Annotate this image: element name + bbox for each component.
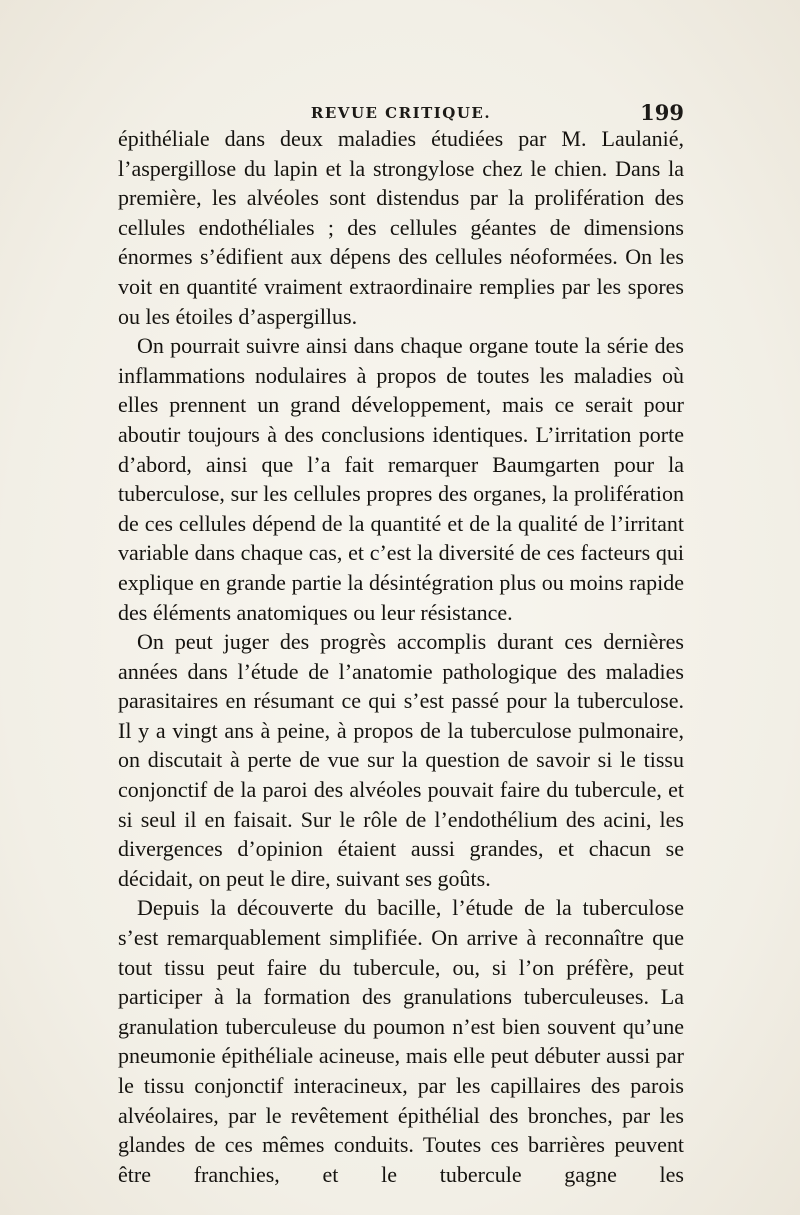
page-number: 199 bbox=[640, 100, 684, 125]
paragraph: On pourrait suivre ainsi dans chaque organe toute la série des inflammations nodulaires à propos de toutes les maladies où elles prennent un grand développement, mais ce serait pour aboutir toujours à des conclusions identiques. L’irritation porte d’abord, ainsi que l’a fait remarquer Baumgarten pour la tuberculose, sur les cellules propres des organes, la prolifération de ces cellules dépend de la quantité et de la qualité de l’irritant variable dans chaque cas, et c’est la diversité de ces facteurs qui explique en grande partie la désintégration plus ou moins rapide des éléments anatomiques ou leur résistance. bbox=[118, 333, 684, 625]
running-title: REVUE CRITIQUE. bbox=[310, 104, 492, 122]
paragraph: Depuis la découverte du bacille, l’étude de la tuberculose s’est remarquablement simplifiée. On arrive à reconnaître que tout tissu peut faire du tubercule, ou, si l’on préfère, peut participer à la formation des granulations tuberculeuses. La granulation tuberculeuse du poumon n’est bien souvent qu’une pneumonie épithéliale acineuse, mais elle peut débuter aussi par le tissu conjonctif interacineux, par les capillaires des parois alvéolaires, par le revêtement épithélial des bronches, par les glandes de ces mêmes conduits. Toutes ces barrières peuvent être franchies, et le tubercule gagne les bbox=[118, 895, 684, 1187]
paragraph-continued: épithéliale dans deux maladies étudiées par M. Laulanié, l’aspergillose du lapin et la strongylose chez le chien. Dans la première, les alvéoles sont distendus par la prolifération des cellules endothéliales ; des cellules géantes de dimensions énormes s’édifient aux dépens des cellules néoformées. On les voit en quantité vraiment extraordinaire remplies par les spores ou les étoiles d’aspergillus. bbox=[118, 126, 684, 329]
paragraph: On peut juger des progrès accomplis durant ces dernières années dans l’étude de l’anatomie pathologique des maladies parasitaires en résumant ce qui s’est passé pour la tuberculose. Il y a vingt ans à peine, à propos de la tuberculose pulmonaire, on discutait à perte de vue sur la question de savoir si le tissu conjonctif de la paroi des alvéoles pouvait faire du tubercule, et si seul il en faisait. Sur le rôle de l’endothélium des acini, les divergences d’opinion étaient aussi grandes, et chacun se décidait, on peut le dire, suivant ses goûts. bbox=[118, 629, 684, 891]
body-text bbox=[118, 124, 684, 1189]
